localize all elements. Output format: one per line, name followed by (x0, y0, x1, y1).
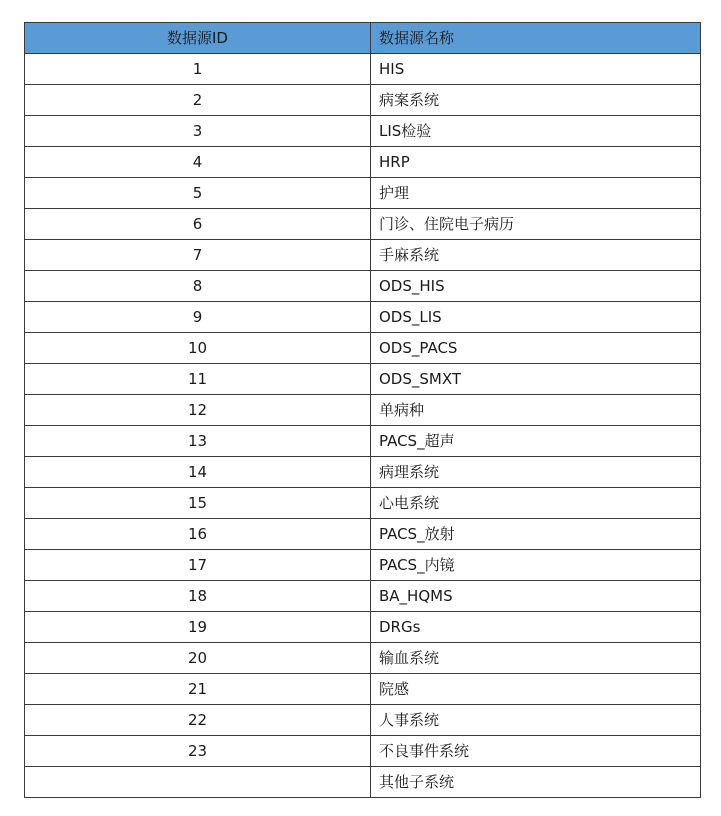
table-row (25, 54, 701, 85)
cell-data-source-name: HRP (371, 147, 701, 178)
cell-data-source-name: 病案系统 (371, 85, 701, 116)
cell-data-source-id: 3 (25, 116, 371, 147)
table-row (25, 457, 701, 488)
cell-data-source-name: 心电系统 (371, 488, 701, 519)
cell-data-source-name: 不良事件系统 (371, 736, 701, 767)
table-row (25, 767, 701, 798)
data-source-table (24, 22, 701, 798)
cell-data-source-id: 9 (25, 302, 371, 333)
table-row (25, 85, 701, 116)
table-row (25, 209, 701, 240)
column-header-name: 数据源名称 (371, 23, 701, 54)
cell-data-source-id: 18 (25, 581, 371, 612)
cell-data-source-name: ODS_HIS (371, 271, 701, 302)
cell-data-source-id: 6 (25, 209, 371, 240)
cell-data-source-name: 护理 (371, 178, 701, 209)
cell-data-source-name: 人事系统 (371, 705, 701, 736)
cell-data-source-name: HIS (371, 54, 701, 85)
cell-data-source-name: BA_HQMS (371, 581, 701, 612)
cell-data-source-id: 15 (25, 488, 371, 519)
cell-data-source-id: 2 (25, 85, 371, 116)
cell-data-source-name: 其他子系统 (371, 767, 701, 798)
cell-data-source-name: 院感 (371, 674, 701, 705)
cell-data-source-name: PACS_放射 (371, 519, 701, 550)
table-row (25, 519, 701, 550)
data-source-table-container (24, 22, 700, 798)
table-row (25, 426, 701, 457)
table-row (25, 612, 701, 643)
cell-data-source-id: 13 (25, 426, 371, 457)
cell-data-source-id (25, 767, 371, 798)
table-row (25, 736, 701, 767)
cell-data-source-id: 19 (25, 612, 371, 643)
cell-data-source-id: 1 (25, 54, 371, 85)
cell-data-source-name: DRGs (371, 612, 701, 643)
cell-data-source-name: PACS_内镜 (371, 550, 701, 581)
cell-data-source-name: 病理系统 (371, 457, 701, 488)
header-row (25, 23, 701, 54)
cell-data-source-name: PACS_超声 (371, 426, 701, 457)
cell-data-source-id: 11 (25, 364, 371, 395)
table-row (25, 116, 701, 147)
cell-data-source-name: 输血系统 (371, 643, 701, 674)
table-row (25, 488, 701, 519)
cell-data-source-id: 5 (25, 178, 371, 209)
cell-data-source-id: 22 (25, 705, 371, 736)
column-header-id: 数据源ID (25, 23, 371, 54)
table-header (25, 23, 701, 54)
table-row (25, 705, 701, 736)
table-row (25, 302, 701, 333)
cell-data-source-id: 16 (25, 519, 371, 550)
table-row (25, 643, 701, 674)
cell-data-source-name: LIS检验 (371, 116, 701, 147)
cell-data-source-id: 8 (25, 271, 371, 302)
cell-data-source-id: 10 (25, 333, 371, 364)
cell-data-source-id: 20 (25, 643, 371, 674)
cell-data-source-id: 23 (25, 736, 371, 767)
table-row (25, 333, 701, 364)
cell-data-source-name: ODS_PACS (371, 333, 701, 364)
table-row (25, 271, 701, 302)
cell-data-source-name: 单病种 (371, 395, 701, 426)
table-row (25, 240, 701, 271)
cell-data-source-name: ODS_SMXT (371, 364, 701, 395)
table-row (25, 550, 701, 581)
cell-data-source-name: ODS_LIS (371, 302, 701, 333)
cell-data-source-id: 7 (25, 240, 371, 271)
table-row (25, 581, 701, 612)
cell-data-source-name: 手麻系统 (371, 240, 701, 271)
table-row (25, 147, 701, 178)
cell-data-source-name: 门诊、住院电子病历 (371, 209, 701, 240)
cell-data-source-id: 14 (25, 457, 371, 488)
cell-data-source-id: 17 (25, 550, 371, 581)
cell-data-source-id: 21 (25, 674, 371, 705)
cell-data-source-id: 12 (25, 395, 371, 426)
table-row (25, 178, 701, 209)
cell-data-source-id: 4 (25, 147, 371, 178)
table-row (25, 364, 701, 395)
table-body (25, 54, 701, 798)
table-row (25, 395, 701, 426)
table-row (25, 674, 701, 705)
